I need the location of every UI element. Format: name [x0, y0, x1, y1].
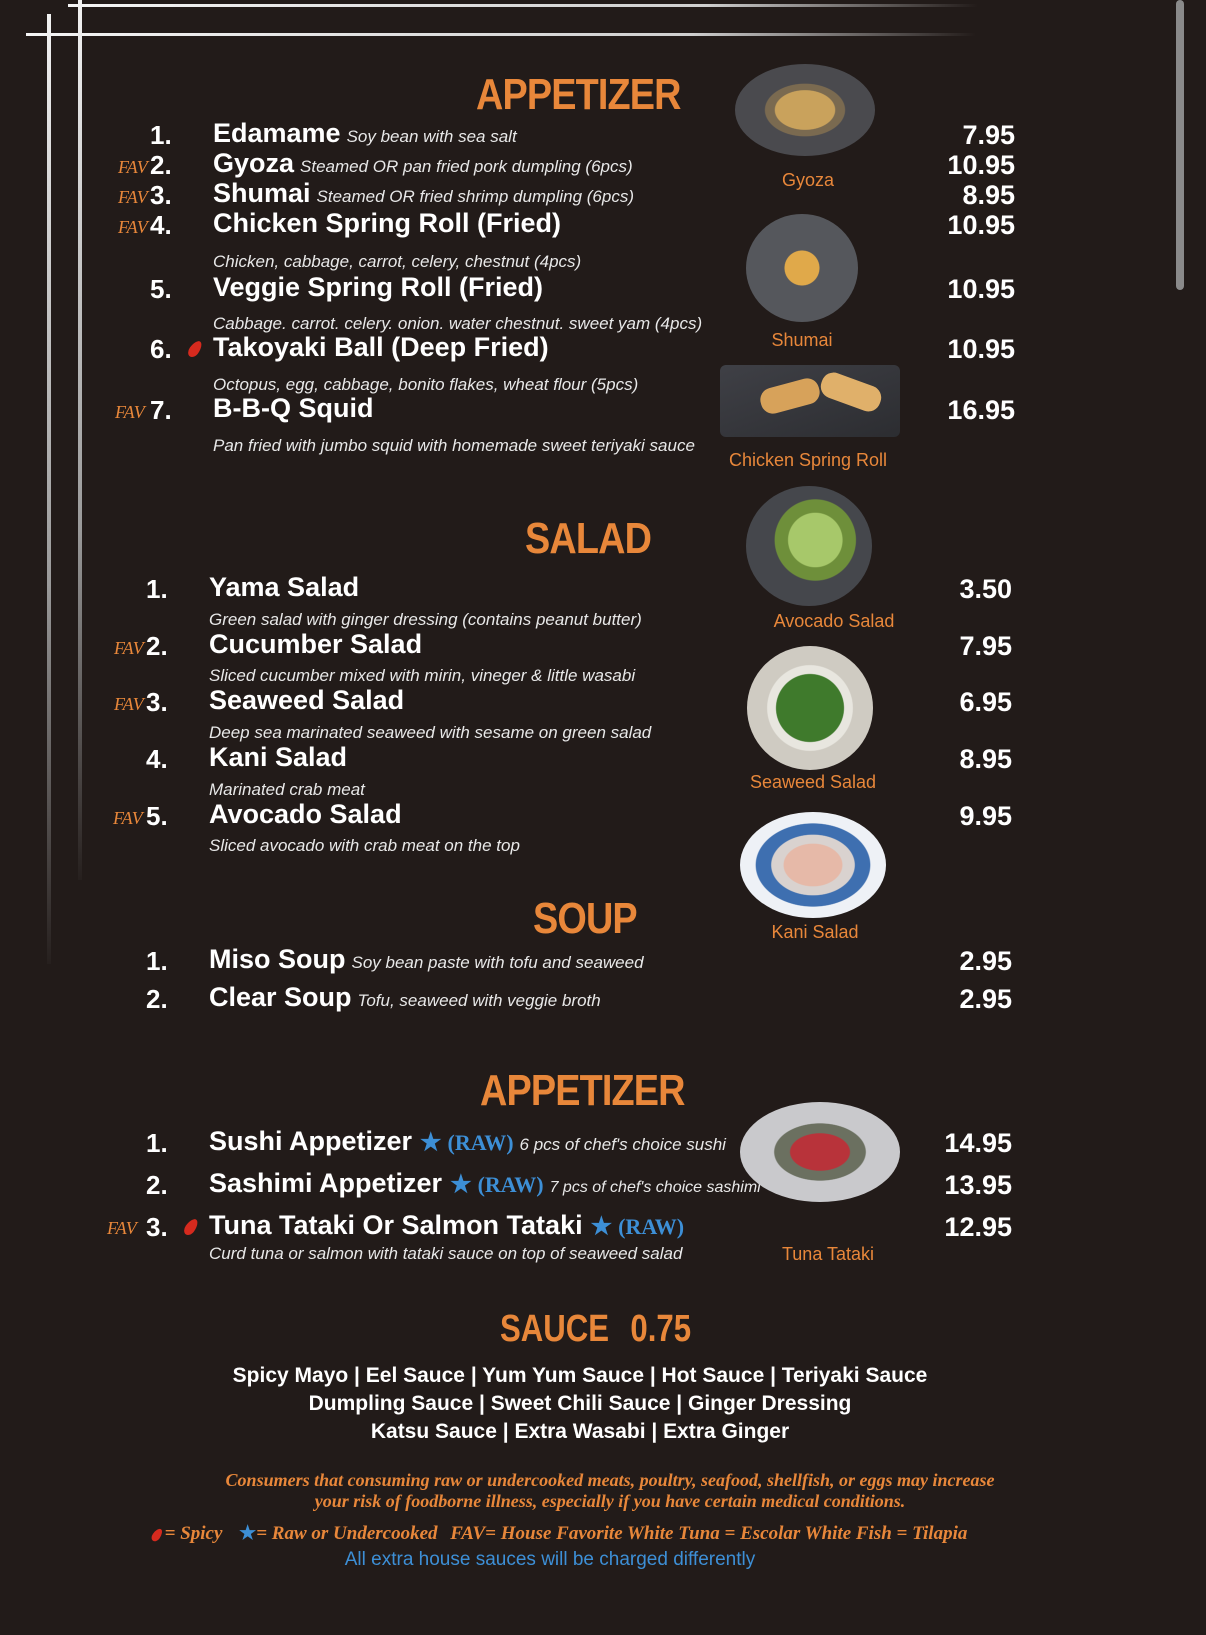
salad-title: SALAD — [525, 514, 652, 563]
gyoza-caption: Gyoza — [781, 170, 835, 190]
item-price: 7.95 — [962, 120, 1015, 150]
item-short-desc: Steamed OR fried shrimp dumpling (6pcs) — [316, 187, 634, 206]
item-number: 1. — [146, 1128, 168, 1158]
fav-badge: FAV — [118, 217, 148, 237]
raw-label: (RAW) — [447, 1130, 514, 1155]
fav-badge: FAV — [114, 638, 144, 658]
sauce-price: 0.75 — [630, 1308, 692, 1350]
raw-star-icon: ★ — [590, 1213, 613, 1240]
item-name-text: Miso Soup — [209, 944, 346, 974]
health-warning-line-2: your risk of foodborne illness, especially if you have certain medical conditions. — [314, 1491, 906, 1511]
item-number: 3. — [146, 1212, 168, 1242]
fav-badge: FAV — [118, 157, 148, 177]
item-name-text: Clear Soup — [209, 982, 352, 1012]
item-name-text: Tuna Tataki Or Salmon Tataki — [209, 1210, 583, 1240]
sauce-title-text: SAUCE — [500, 1308, 610, 1350]
item-price: 8.95 — [959, 744, 1012, 774]
raw-star-icon: ★ — [239, 1523, 257, 1544]
item-name: Yama Salad — [209, 572, 360, 602]
item-name: B-B-Q Squid — [213, 393, 374, 423]
item-name — [209, 982, 601, 1013]
item-name — [213, 178, 634, 209]
tuna-tataki-caption: Tuna Tataki — [781, 1244, 875, 1264]
item-name-text: Sushi Appetizer — [209, 1126, 413, 1156]
item-number: 3. — [150, 180, 172, 210]
item-price: 12.95 — [944, 1212, 1012, 1242]
fav-badge: FAV — [118, 187, 148, 207]
item-name: Kani Salad — [209, 742, 348, 772]
item-price: 2.95 — [959, 984, 1012, 1014]
item-description: Deep sea marinated seaweed with sesame on green salad — [209, 723, 652, 742]
item-number: 6. — [150, 334, 172, 364]
item-name: Veggie Spring Roll (Fried) — [213, 272, 544, 302]
avocado-salad-caption: Avocado Salad — [773, 611, 895, 631]
item-number: 2. — [146, 631, 168, 661]
fav-badge: FAV — [113, 808, 143, 828]
item-price: 2.95 — [959, 946, 1012, 976]
item-short-desc: Tofu, seaweed with veggie broth — [357, 991, 601, 1010]
kani-salad-caption: Kani Salad — [771, 922, 859, 942]
item-short-desc: Steamed OR pan fried pork dumpling (6pcs) — [300, 157, 633, 176]
legend-spicy: = Spicy — [164, 1523, 223, 1544]
chicken-spring-roll-caption: Chicken Spring Roll — [728, 450, 888, 470]
item-price: 9.95 — [959, 801, 1012, 831]
chicken-spring-roll-photo — [720, 365, 900, 437]
soup-title: SOUP — [533, 894, 637, 943]
seaweed-salad-photo — [747, 646, 873, 770]
raw-star-icon: ★ — [450, 1171, 472, 1198]
raw-label: (RAW) — [618, 1214, 685, 1239]
item-number: 3. — [146, 687, 168, 717]
frame-top-line — [68, 4, 978, 7]
appetizer-raw-title: APPETIZER — [480, 1066, 685, 1115]
spicy-icon — [182, 1217, 201, 1237]
health-warning — [60, 1470, 1160, 1512]
item-price: 14.95 — [944, 1128, 1012, 1158]
item-number: 1. — [146, 574, 168, 604]
item-description: Pan fried with jumbo squid with homemade sweet teriyaki sauce — [213, 436, 695, 455]
shumai-photo — [746, 214, 858, 322]
item-name: Takoyaki Ball (Deep Fried) — [213, 332, 549, 362]
item-short-desc: 7 pcs of chef's choice sashimi — [549, 1179, 761, 1196]
item-short-desc: 6 pcs of chef's choice sushi — [519, 1135, 726, 1154]
item-short-desc: Soy bean with sea salt — [346, 127, 517, 146]
spicy-icon — [149, 1527, 164, 1543]
kani-salad-photo — [740, 812, 886, 918]
item-price: 3.50 — [959, 574, 1012, 604]
appetizer-title: APPETIZER — [476, 70, 681, 119]
item-number: 1. — [150, 120, 172, 150]
tuna-tataki-photo — [740, 1102, 900, 1202]
item-number: 2. — [150, 150, 172, 180]
item-number: 7. — [150, 395, 172, 425]
sauce-list-line-1: Spicy Mayo | Eel Sauce | Yum Yum Sauce | Hot Sauce | Teriyaki Sauce — [232, 1364, 928, 1387]
item-price: 6.95 — [959, 687, 1012, 717]
item-price: 10.95 — [947, 334, 1015, 364]
spicy-icon — [186, 339, 205, 359]
fav-badge: FAV — [114, 694, 144, 714]
sauce-title — [500, 1308, 691, 1351]
item-description: Chicken, cabbage, carrot, celery, chestnut (4pcs) — [213, 252, 582, 271]
legend — [0, 1522, 1120, 1545]
frame-second-line — [26, 33, 976, 36]
item-name-text: Edamame — [213, 118, 341, 148]
item-number: 2. — [146, 984, 168, 1014]
spring-roll-piece — [758, 376, 823, 417]
spring-roll-piece — [817, 369, 884, 415]
item-name — [209, 944, 644, 975]
item-number: 2. — [146, 1170, 168, 1200]
item-description: Green salad with ginger dressing (contains peanut butter) — [209, 610, 642, 629]
item-price: 13.95 — [944, 1170, 1012, 1200]
sauce-list-line-2: Dumpling Sauce | Sweet Chili Sauce | Ginger Dressing — [308, 1392, 852, 1415]
item-name — [213, 148, 633, 179]
frame-left-line-inner — [78, 0, 82, 880]
seaweed-salad-caption: Seaweed Salad — [749, 772, 877, 792]
item-price: 10.95 — [947, 210, 1015, 240]
avocado-salad-photo — [746, 486, 872, 606]
item-name-text: Sashimi Appetizer — [209, 1168, 443, 1198]
fav-badge: FAV — [115, 402, 145, 422]
item-description: Curd tuna or salmon with tataki sauce on top of seaweed salad — [209, 1244, 683, 1263]
shumai-caption: Shumai — [771, 330, 833, 350]
frame-left-line-outer — [47, 14, 51, 964]
item-number: 4. — [150, 210, 172, 240]
item-name: Avocado Salad — [209, 799, 402, 829]
item-description: Sliced avocado with crab meat on the top — [209, 836, 520, 855]
item-price: 16.95 — [947, 395, 1015, 425]
item-number: 1. — [146, 946, 168, 976]
item-number: 5. — [146, 801, 168, 831]
item-name — [209, 1168, 761, 1199]
item-number: 4. — [146, 744, 168, 774]
raw-label: (RAW) — [477, 1172, 544, 1197]
scrollbar[interactable] — [1176, 0, 1184, 290]
item-description: Marinated crab meat — [209, 780, 365, 799]
raw-star-icon: ★ — [420, 1129, 442, 1156]
item-price: 7.95 — [959, 631, 1012, 661]
item-name — [213, 118, 517, 149]
house-sauce-note: All extra house sauces will be charged differently — [344, 1549, 756, 1570]
item-name-text: Gyoza — [213, 148, 295, 178]
item-description: Sliced cucumber mixed with mirin, vineger & little wasabi — [209, 666, 636, 685]
item-name: Cucumber Salad — [209, 629, 423, 659]
gyoza-photo — [735, 64, 875, 156]
item-name-text: Shumai — [213, 178, 311, 208]
item-description: Cabbage. carrot. celery. onion. water chestnut. sweet yam (4pcs) — [213, 314, 703, 333]
health-warning-line-1: Consumers that consuming raw or undercooked meats, poultry, seafood, shellfish, or eggs may increase — [225, 1470, 995, 1490]
item-description: Octopus, egg, cabbage, bonito flakes, wheat flour (5pcs) — [213, 375, 639, 394]
item-name: Seaweed Salad — [209, 685, 405, 715]
item-price: 10.95 — [947, 274, 1015, 304]
item-number: 5. — [150, 274, 172, 304]
legend-raw: = Raw or Undercooked — [256, 1523, 438, 1544]
item-short-desc: Soy bean paste with tofu and seaweed — [351, 953, 644, 972]
item-name — [209, 1126, 726, 1157]
fav-badge: FAV — [107, 1218, 137, 1238]
legend-rest: FAV= House Favorite White Tuna = Escolar White Fish = Tilapia — [450, 1523, 968, 1544]
item-price: 8.95 — [962, 180, 1015, 210]
item-name: Chicken Spring Roll (Fried) — [213, 208, 562, 238]
item-name — [209, 1210, 684, 1241]
item-price: 10.95 — [947, 150, 1015, 180]
sauce-list-line-3: Katsu Sauce | Extra Wasabi | Extra Ginger — [370, 1420, 790, 1443]
